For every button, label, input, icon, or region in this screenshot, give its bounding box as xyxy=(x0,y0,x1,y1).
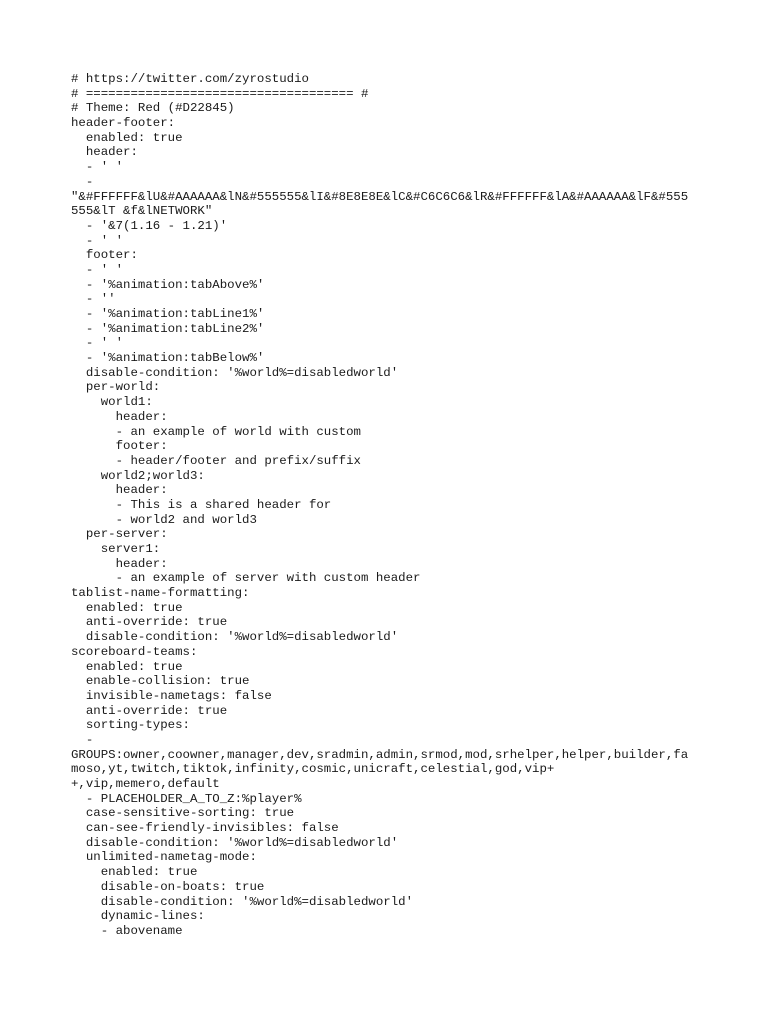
code-line: invisible-nametags: false xyxy=(71,688,272,703)
code-line: header: xyxy=(71,556,168,571)
code-line: - xyxy=(71,732,94,747)
code-line: - abovename xyxy=(71,923,183,938)
code-line: can-see-friendly-invisibles: false xyxy=(71,821,339,836)
code-line: enabled: true xyxy=(71,659,183,674)
code-line: - xyxy=(71,174,94,189)
code-line: world2;world3: xyxy=(71,468,205,483)
code-line: server1: xyxy=(71,542,161,556)
code-line: disable-condition: '%world%=disabledworld' xyxy=(71,630,399,645)
code-line: - This is a shared header for xyxy=(71,497,332,512)
code-line: unlimited-nametag-mode: xyxy=(71,850,257,865)
code-line: # Theme: Red (#D22845) xyxy=(71,101,235,116)
code-line: header: xyxy=(71,409,168,424)
code-line: GROUPS:owner,coowner,manager,dev,sradmin,admin,srmod,mod,srhelper,helper,builder,fa xyxy=(71,747,689,762)
code-line: - an example of server with custom header xyxy=(71,571,421,586)
code-line: sorting-types: xyxy=(71,718,190,733)
code-line: case-sensitive-sorting: true xyxy=(71,806,295,821)
code-line: - '' xyxy=(71,292,116,307)
code-line: scoreboard-teams: xyxy=(71,644,198,659)
code-line: - PLACEHOLDER_A_TO_Z:%player% xyxy=(71,791,302,806)
code-line: disable-on-boats: true xyxy=(71,879,265,894)
code-line: header-footer: xyxy=(71,116,176,131)
code-line: footer: xyxy=(71,439,168,454)
code-line: - ' ' xyxy=(71,262,124,277)
code-line: - ' ' xyxy=(71,233,124,248)
code-line: +,vip,memero,default xyxy=(71,777,220,791)
code-line: moso,yt,twitch,tiktok,infinity,cosmic,unicraft,celestial,god,vip+ xyxy=(71,762,555,777)
code-line: world1: xyxy=(71,395,153,410)
config-code-block xyxy=(71,72,721,939)
code-line: - an example of world with custom xyxy=(71,424,361,439)
code-line: header: xyxy=(71,145,138,160)
code-line: - '%animation:tabAbove%' xyxy=(71,277,265,292)
code-line: per-world: xyxy=(71,380,161,395)
code-line: per-server: xyxy=(71,527,168,542)
code-line: header: xyxy=(71,483,168,498)
code-line: disable-condition: '%world%=disabledworld' xyxy=(71,365,399,380)
code-line: 555&lT &f&lNETWORK" xyxy=(71,204,213,219)
code-line: tablist-name-formatting: xyxy=(71,586,250,601)
code-line: - ' ' xyxy=(71,160,124,175)
code-line: dynamic-lines: xyxy=(71,909,205,924)
code-line: enabled: true xyxy=(71,865,198,880)
code-line: - ' ' xyxy=(71,336,124,351)
code-line: anti-override: true xyxy=(71,703,228,718)
code-line: # https://twitter.com/zyrostudio xyxy=(71,72,309,86)
code-line: - '%animation:tabLine1%' xyxy=(71,307,265,321)
code-line: enabled: true xyxy=(71,600,183,615)
code-line: - '&7(1.16 - 1.21)' xyxy=(71,218,228,233)
code-line: enable-collision: true xyxy=(71,674,250,689)
code-line: - '%animation:tabLine2%' xyxy=(71,321,265,336)
code-line: anti-override: true xyxy=(71,615,228,630)
code-line: disable-condition: '%world%=disabledworld' xyxy=(71,894,414,909)
code-line: "&#FFFFFF&lU&#AAAAAA&lN&#555555&lI&#8E8E8E&lC&#C6C6C6&lR&#FFFFFF&lA&#AAAAAA&lF&#555 xyxy=(71,189,689,204)
code-line: - '%animation:tabBelow%' xyxy=(71,351,265,366)
code-line: - world2 and world3 xyxy=(71,512,257,527)
code-line: # ==================================== # xyxy=(71,86,369,101)
code-line: disable-condition: '%world%=disabledworld' xyxy=(71,835,399,850)
code-line: - header/footer and prefix/suffix xyxy=(71,453,361,468)
code-line: footer: xyxy=(71,248,138,263)
code-line: enabled: true xyxy=(71,130,183,145)
